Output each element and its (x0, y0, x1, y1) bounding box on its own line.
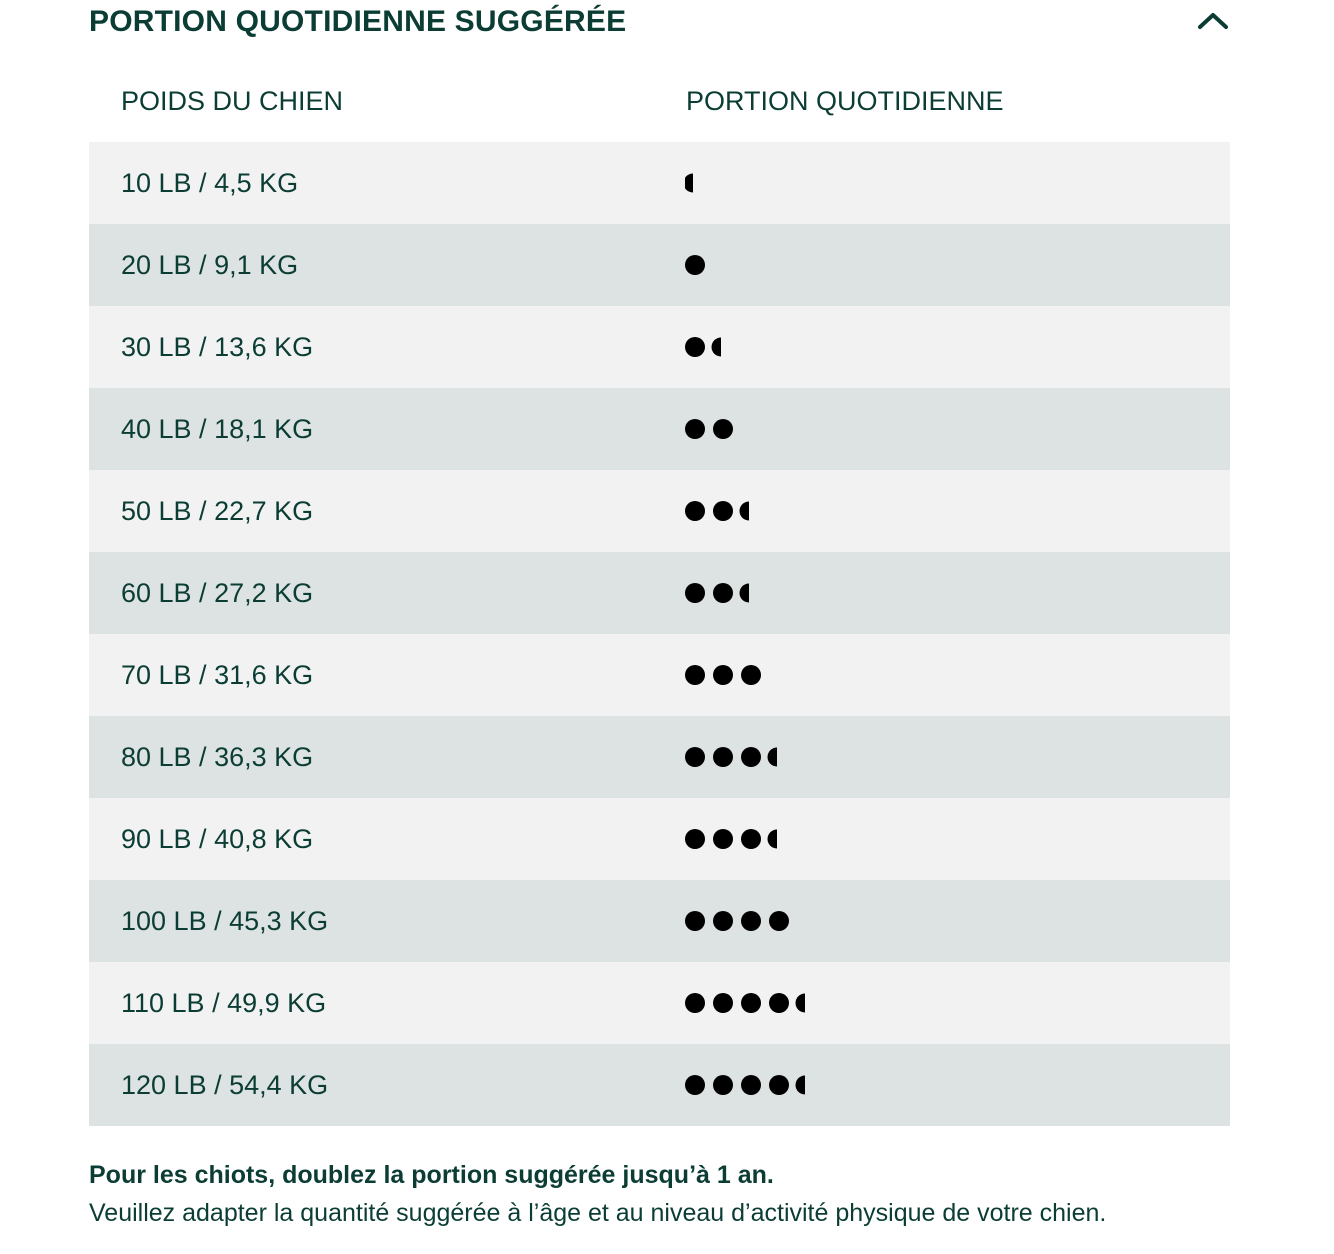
daily-portion-cell (685, 1075, 885, 1095)
full-portion-dot (741, 747, 761, 767)
dog-weight-cell: 120 LB / 54,4 KG (121, 1070, 329, 1100)
full-portion-dot (713, 911, 733, 931)
dog-weight-cell: 30 LB / 13,6 KG (121, 332, 314, 362)
daily-portion-cell (685, 255, 885, 275)
dog-weight-cell: 40 LB / 18,1 KG (121, 414, 314, 444)
full-portion-dot (713, 665, 733, 685)
table-row (89, 962, 1230, 1044)
half-portion-dot (740, 584, 750, 603)
puppy-note: Pour les chiots, doublez la portion suggérée jusqu’à 1 an. (89, 1161, 774, 1189)
portion-table-body (89, 142, 1230, 1126)
portion-indicator (685, 911, 885, 931)
chevron-up-icon[interactable] (1196, 4, 1230, 38)
full-portion-dot (685, 911, 705, 931)
full-portion-dot (741, 911, 761, 931)
full-portion-dot (685, 501, 705, 521)
dog-weight-cell: 20 LB / 9,1 KG (121, 250, 299, 280)
portion-indicator (685, 665, 885, 685)
daily-portion-cell (685, 993, 885, 1013)
dog-weight-cell: 110 LB / 49,9 KG (121, 988, 327, 1018)
dog-weight-cell: 90 LB / 40,8 KG (121, 824, 314, 854)
full-portion-dot (741, 993, 761, 1013)
full-portion-dot (685, 747, 705, 767)
full-portion-dot (685, 419, 705, 439)
full-portion-dot (685, 583, 705, 603)
full-portion-dot (685, 255, 705, 275)
column-header-portion: PORTION QUOTIDIENNE (686, 86, 1004, 116)
table-row (89, 388, 1230, 470)
feeding-notes (89, 1158, 1289, 1230)
daily-portion-cell (685, 829, 885, 849)
full-portion-dot (769, 1075, 789, 1095)
full-portion-dot (713, 829, 733, 849)
column-header-weight: POIDS DU CHIEN (121, 86, 344, 116)
portion-indicator (685, 993, 885, 1013)
table-header (89, 48, 1230, 142)
full-portion-dot (685, 1075, 705, 1095)
full-portion-dot (741, 1075, 761, 1095)
dog-weight-cell: 10 LB / 4,5 KG (121, 168, 299, 198)
daily-portion-cell (685, 665, 885, 685)
daily-portion-cell (685, 173, 885, 193)
adjust-note: Veuillez adapter la quantité suggérée à l’âge et au niveau d’activité physique de votre chien. (89, 1199, 1107, 1227)
table-row (89, 716, 1230, 798)
full-portion-dot (741, 665, 761, 685)
portion-indicator (685, 747, 885, 767)
full-portion-dot (713, 501, 733, 521)
table-row (89, 224, 1230, 306)
portion-indicator (685, 337, 885, 357)
half-portion-dot (768, 748, 778, 767)
full-portion-dot (769, 993, 789, 1013)
half-portion-dot (768, 830, 778, 849)
portion-indicator (685, 829, 885, 849)
daily-portion-cell (685, 747, 885, 767)
daily-portion-cell (685, 337, 885, 357)
half-portion-dot (685, 174, 693, 193)
portion-indicator (685, 583, 885, 603)
full-portion-dot (741, 829, 761, 849)
full-portion-dot (685, 829, 705, 849)
table-row (89, 798, 1230, 880)
table-row (89, 306, 1230, 388)
daily-portion-cell (685, 501, 885, 521)
full-portion-dot (769, 911, 789, 931)
daily-portion-cell (685, 911, 885, 931)
full-portion-dot (713, 747, 733, 767)
full-portion-dot (713, 1075, 733, 1095)
table-row (89, 142, 1230, 224)
section-title: PORTION QUOTIDIENNE SUGGÉRÉE (89, 5, 627, 38)
portion-indicator (685, 173, 885, 193)
portion-indicator (685, 255, 885, 275)
daily-portion-cell (685, 583, 885, 603)
portion-indicator (685, 419, 885, 439)
full-portion-dot (685, 337, 705, 357)
table-row (89, 880, 1230, 962)
half-portion-dot (740, 502, 750, 521)
daily-portion-cell (685, 419, 885, 439)
full-portion-dot (685, 665, 705, 685)
dog-weight-cell: 80 LB / 36,3 KG (121, 742, 314, 772)
dog-weight-cell: 50 LB / 22,7 KG (121, 496, 314, 526)
full-portion-dot (713, 993, 733, 1013)
portion-indicator (685, 1075, 885, 1095)
half-portion-dot (796, 994, 806, 1013)
table-row (89, 1044, 1230, 1126)
portion-indicator (685, 501, 885, 521)
dog-weight-cell: 60 LB / 27,2 KG (121, 578, 314, 608)
table-row (89, 634, 1230, 716)
dog-weight-cell: 100 LB / 45,3 KG (121, 906, 329, 936)
full-portion-dot (685, 993, 705, 1013)
table-row (89, 470, 1230, 552)
dog-weight-cell: 70 LB / 31,6 KG (121, 660, 314, 690)
section-header[interactable] (89, 0, 1230, 48)
full-portion-dot (713, 419, 733, 439)
full-portion-dot (713, 583, 733, 603)
half-portion-dot (796, 1076, 806, 1095)
half-portion-dot (712, 338, 722, 357)
table-row (89, 552, 1230, 634)
feeding-guide-panel (89, 0, 1230, 1126)
